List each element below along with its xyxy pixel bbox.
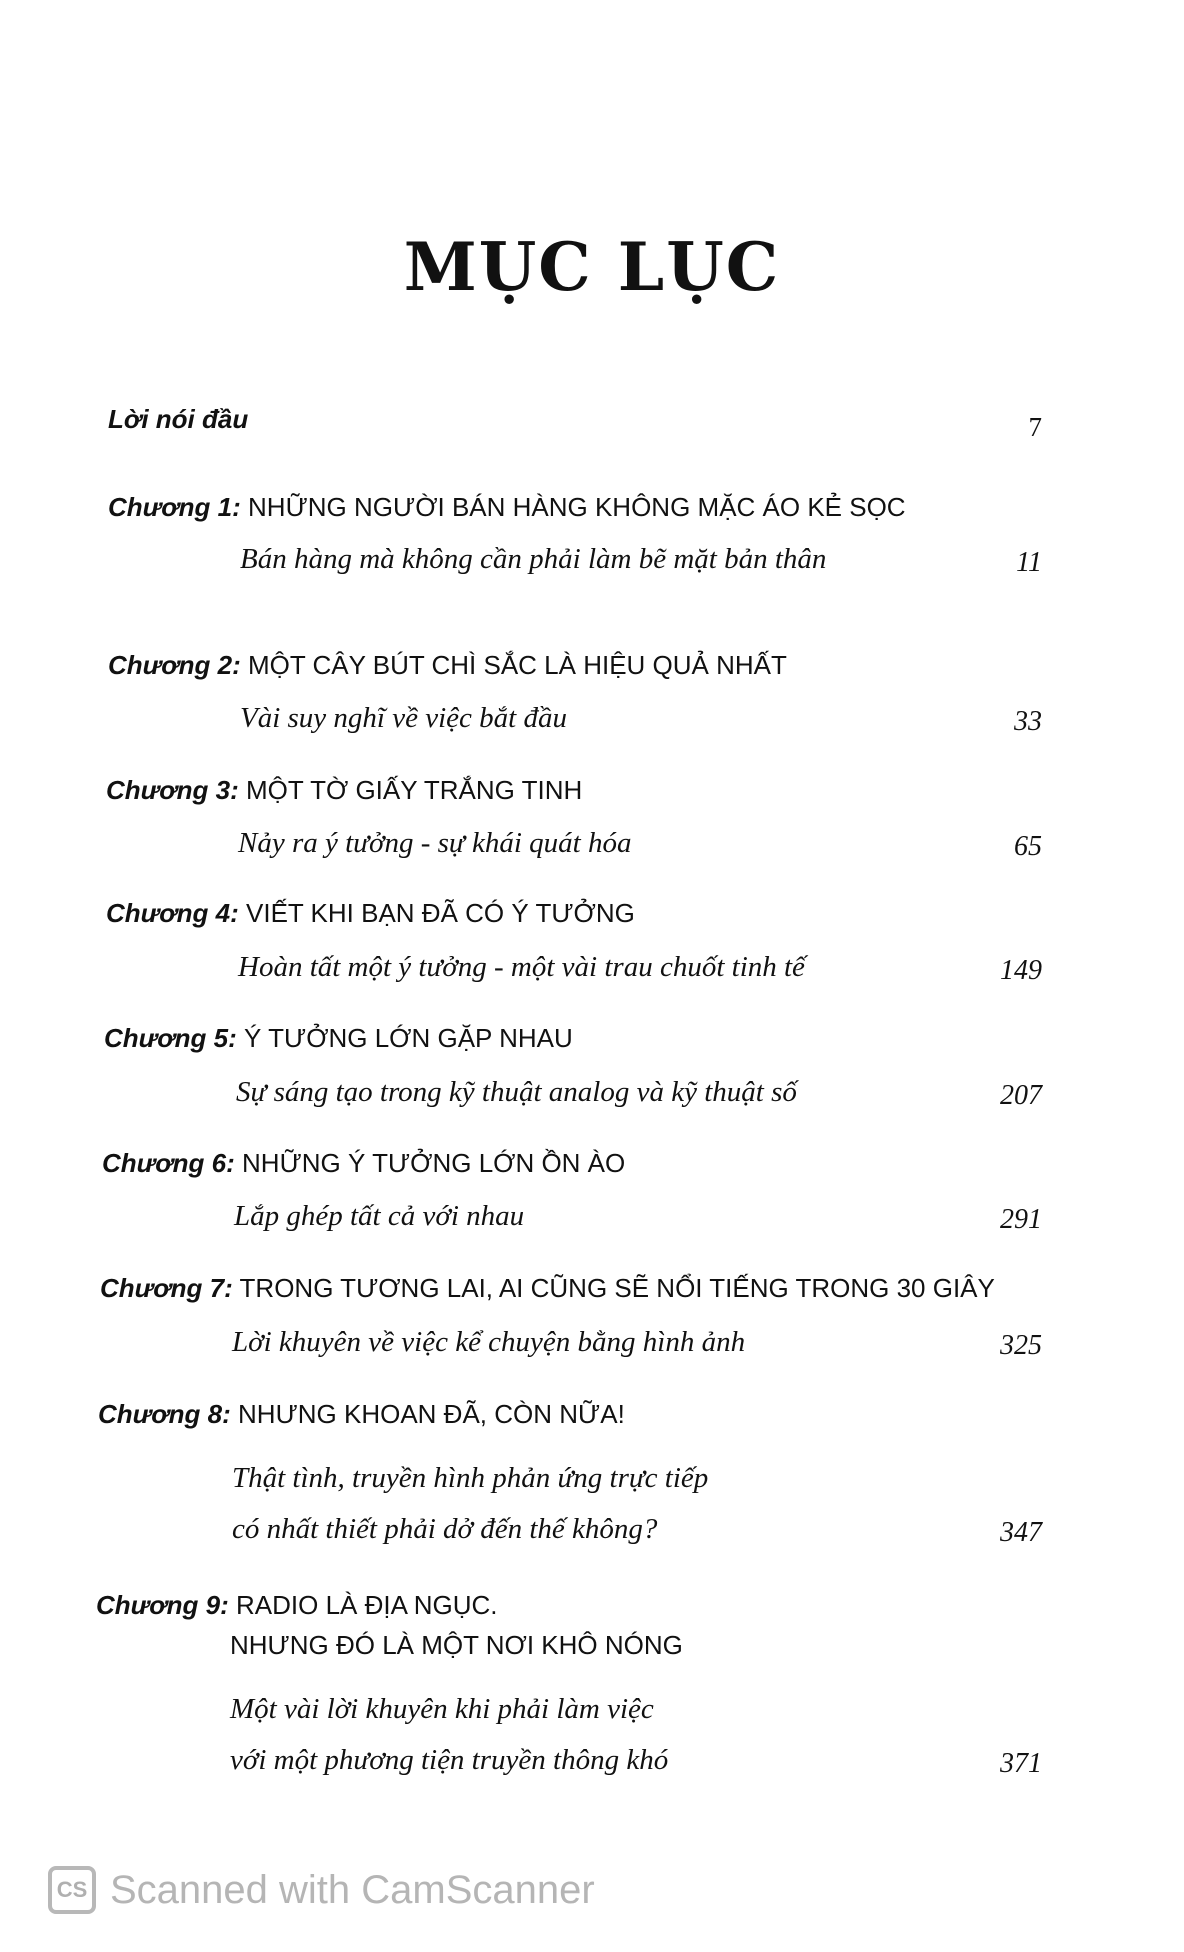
chapter-title-line-2: NHƯNG ĐÓ LÀ MỘT NƠI KHÔ NÓNG [230, 1630, 683, 1660]
chapter-title: NHỮNG NGƯỜI BÁN HÀNG KHÔNG MẶC ÁO KẺ SỌC [248, 492, 906, 522]
chapter-label: Chương 5: [104, 1023, 237, 1053]
chapter-subtitle: Bán hàng mà không cần phải làm bẽ mặt bản thân [240, 543, 827, 575]
chapter-title: NHƯNG KHOAN ĐÃ, CÒN NỮA! [238, 1399, 625, 1429]
camscanner-logo-icon: CS [48, 1866, 96, 1914]
chapter-label: Chương 3: [106, 775, 239, 805]
chapter-heading [102, 1148, 625, 1179]
chapter-subtitle: Một vài lời khuyên khi phải làm việc [230, 1693, 654, 1725]
chapter-subtitle-line-2: với một phương tiện truyền thông khó [230, 1744, 669, 1776]
chapter-page-number: 207 [1000, 1080, 1042, 1111]
chapter-title: RADIO LÀ ĐỊA NGỤC. [236, 1590, 498, 1620]
chapter-subtitle: Vài suy nghĩ về việc bắt đầu [240, 702, 567, 734]
preface-page-number: 7 [1028, 412, 1042, 442]
chapter-subtitle: Sự sáng tạo trong kỹ thuật analog và kỹ thuật số [236, 1076, 797, 1108]
watermark-text: Scanned with CamScanner [110, 1867, 595, 1912]
chapter-subtitle-line-2: có nhất thiết phải dở đến thế không? [232, 1513, 658, 1545]
chapter-page-number: 33 [1014, 706, 1042, 737]
chapter-page-number: 371 [1000, 1748, 1042, 1779]
chapter-heading [96, 1590, 498, 1621]
chapter-heading [104, 1023, 573, 1054]
chapter-subtitle: Lời khuyên về việc kể chuyện bằng hình ảnh [232, 1326, 746, 1358]
chapter-heading [108, 492, 906, 523]
camscanner-watermark [48, 1866, 595, 1914]
chapter-page-number: 65 [1014, 831, 1042, 862]
chapter-title: MỘT CÂY BÚT CHÌ SẮC LÀ HIỆU QUẢ NHẤT [248, 650, 787, 680]
chapter-title: VIẾT KHI BẠN ĐÃ CÓ Ý TƯỞNG [246, 898, 635, 928]
chapter-label: Chương 8: [98, 1399, 231, 1429]
chapter-page-number: 325 [1000, 1330, 1042, 1361]
chapter-heading [100, 1273, 995, 1304]
preface-label: Lời nói đầu [108, 404, 249, 434]
chapter-heading [106, 898, 635, 929]
chapter-title: TRONG TƯƠNG LAI, AI CŨNG SẼ NỔI TIẾNG TRONG 30 GIÂY [239, 1273, 995, 1303]
chapter-title: NHỮNG Ý TƯỞNG LỚN ỒN ÀO [242, 1148, 626, 1178]
chapter-label: Chương 9: [96, 1590, 229, 1620]
chapter-subtitle: Thật tình, truyền hình phản ứng trực tiếp [232, 1462, 709, 1494]
chapter-page-number: 149 [1000, 955, 1042, 986]
chapter-subtitle: Lắp ghép tất cả với nhau [234, 1200, 525, 1232]
chapter-heading [98, 1399, 625, 1430]
chapter-label: Chương 1: [108, 492, 241, 522]
chapter-label: Chương 2: [108, 650, 241, 680]
chapter-page-number: 291 [1000, 1204, 1042, 1235]
chapter-subtitle: Hoàn tất một ý tưởng - một vài trau chuốt tinh tế [238, 951, 805, 983]
chapter-title: MỘT TỜ GIẤY TRẮNG TINH [246, 775, 583, 805]
chapter-subtitle: Nảy ra ý tưởng - sự khái quát hóa [238, 827, 632, 859]
chapter-page-number: 347 [1000, 1517, 1042, 1548]
chapter-title: Ý TƯỞNG LỚN GẶP NHAU [244, 1023, 573, 1053]
page-title: MỤC LỤC [403, 228, 781, 306]
chapter-label: Chương 7: [100, 1273, 233, 1303]
chapter-heading [106, 775, 582, 806]
chapter-label: Chương 4: [106, 898, 239, 928]
chapter-label: Chương 6: [102, 1148, 235, 1178]
chapter-heading [108, 650, 787, 681]
chapter-page-number: 11 [1016, 547, 1042, 578]
